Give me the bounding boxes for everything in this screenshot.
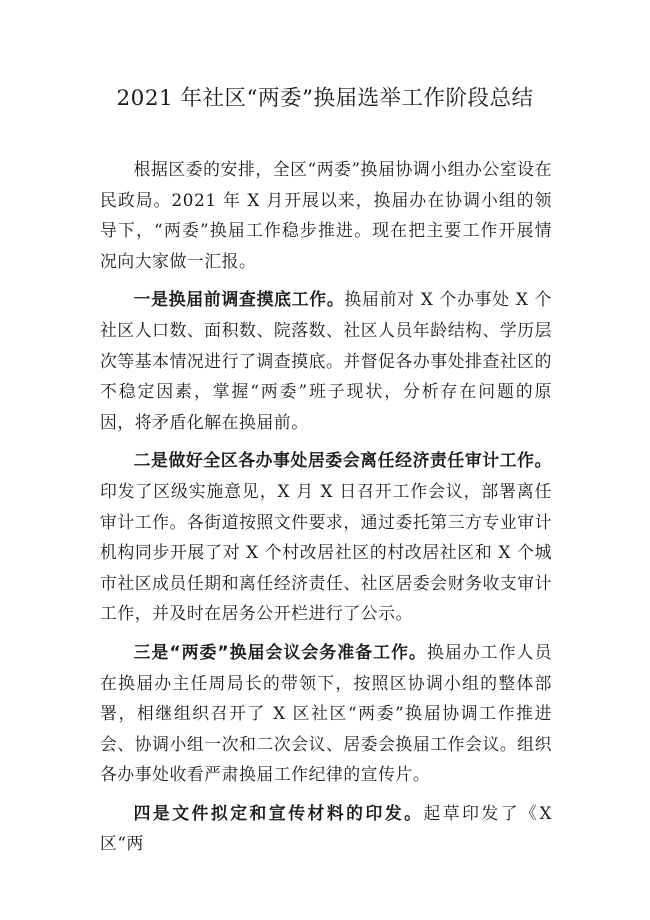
- document-title: 2021 年社区“两委”换届选举工作阶段总结: [116, 86, 534, 111]
- document-body: [100, 154, 552, 867]
- paragraph-text: 换届前对 X 个办事处 X 个社区人口数、面积数、院落数、社区人员年龄结构、学历层次等基本情况进行了调查摸底。并督促各办事处排查社区的不稳定因素，掌握“两委”班子现状，分析存在问题的原因，将矛盾化解在换届前。: [100, 289, 552, 432]
- paragraph-heading: 二是做好全区各办事处居委会离任经济责任审计工作。: [133, 450, 552, 471]
- paragraph-text: 换届办工作人员在换届办主任周局长的带领下，按照区协调小组的整体部署，相继组织召开了 X 区社区“两委”换届协调工作推进会、协调小组一次和二次会议、居委会换届工作会议。组织各办事处收看严肃换届工作纪律的宣传片。: [100, 641, 552, 785]
- paragraph-audit: [100, 445, 552, 629]
- paragraph-heading: 一是换届前调查摸底工作。: [133, 289, 345, 310]
- paragraph-documents: [100, 798, 552, 859]
- paragraph-survey: [100, 284, 552, 437]
- paragraph-meetings: [100, 637, 552, 790]
- paragraph-heading: 四是文件拟定和宣传材料的印发。: [133, 802, 424, 823]
- paragraph-intro: [100, 154, 552, 276]
- paragraph-text: 印发了区级实施意见，X 月 X 日召开工作会议，部署离任审计工作。各街道按照文件要求，通过委托第三方专业审计机构同步开展了对 X 个村改居社区的村改居社区和 X 个城市社区成员任期和离任经济责任、社区居委会财务收支审计工作，并及时在居务公开栏进行了公示。: [100, 480, 552, 624]
- paragraph-text: 起草印发了《X 区“两: [100, 802, 552, 854]
- paragraph-text: 根据区委的安排，全区“两委”换届协调小组办公室设在民政局。2021 年 X 月开展以来，换届办在协调小组的领导下，“两委”换届工作稳步推进。现在把主要工作开展情况向大家做一汇报。: [100, 159, 552, 271]
- paragraph-heading: 三是“两委”换届会议会务准备工作。: [133, 641, 427, 662]
